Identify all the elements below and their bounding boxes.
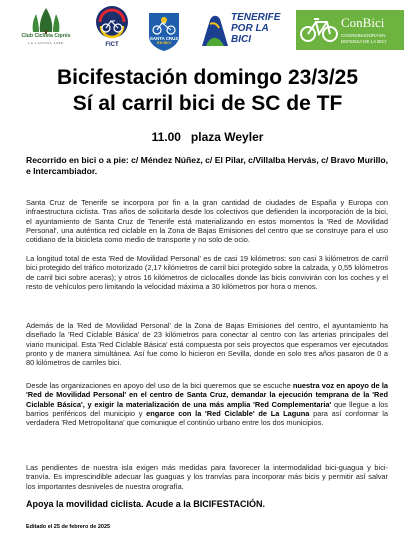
tenerife-line3: BICI	[231, 34, 251, 45]
paragraph-4-part-a: Desde las organizaciones en apoyo del uso de la bici queremos que se escuche	[26, 381, 293, 390]
cypress-tree-icon	[14, 6, 78, 52]
club-sub-text: LA LAGUNA 1988	[28, 41, 64, 45]
tenerife-por-la-bici-logo	[200, 8, 290, 54]
main-subtitle: Sí al carril bici de SC de TF	[72, 92, 343, 115]
paragraph-4-part-c: que llegue a los barrios periféricos del municipio y	[26, 399, 389, 418]
conbici-logo	[296, 10, 404, 50]
tenerife-line1: TENERIFE	[231, 12, 281, 23]
fict-emblem-icon	[94, 4, 130, 44]
club-name-text: Club Ciclista Ciprés	[21, 33, 71, 39]
tenerife-island-icon	[200, 10, 230, 50]
santa-cruz-sub-text: EN BICI	[157, 41, 171, 45]
conbici-title: ConBici	[341, 15, 385, 30]
santa-cruz-text: SANTA CRUZ	[149, 36, 179, 41]
club-ciclista-cipres-logo	[14, 6, 78, 52]
tenerife-line2: POR LA	[231, 23, 269, 34]
route-text: Recorrido en bici o a pie: c/ Méndez Núñez, c/ El Pilar, c/Villalba Hervás, c/ Bravo Murillo, e Intercambiador.	[26, 155, 388, 177]
paragraph-1: Santa Cruz de Tenerife se incorpora por fin a la gran cantidad de ciudades de España y Europa con infraestructura ciclista. Tras años de solicitarla desde los colectivos que defienden la incorporación de la bici, el ayuntamiento de Santa Cruz de Tenerife está materializando en estos momentos la 'Red de Movilidad Personal', una auténtica red ciclable en la Zona de Bajas Emisiones del centro que se construye para el uso cotidiano de la bicicleta como medio de transporte y no solo de ocio.	[26, 198, 388, 245]
santa-cruz-en-bici-logo	[146, 10, 182, 52]
fict-logo	[94, 4, 130, 54]
time-and-place: 11.00 plaza Weyler	[151, 130, 264, 144]
fict-text: FICT	[105, 42, 119, 48]
santa-cruz-shield-icon	[146, 10, 182, 52]
paragraph-4	[26, 381, 388, 428]
paragraph-4-part-b: nuestra voz en apoyo de la 'Red de Movilidad Personal' en el centro de Santa Cruz, demandar la ejecución temprana de la 'Red Ciclable Básica', y exigir la materialización de una más amplia 'Red Complementaria'	[26, 381, 389, 409]
logo-strip	[0, 2, 415, 60]
closing-call: Apoya la movilidad ciclista. Acude a la BICIFESTACIÓN.	[26, 499, 266, 509]
conbici-sub2: DEFENSA DE LA BICI	[341, 39, 387, 44]
paragraph-4-part-d: engarce con la 'Red Ciclable' de La Laguna	[146, 408, 310, 418]
bicycle-icon	[299, 16, 339, 44]
paragraph-2: La longitud total de esta 'Red de Movilidad Personal' es de casi 19 kilómetros: son casi 3 kilómetros de carril bici protegido del tráfico motorizado (2,17 kilómetros de carril bici protegido sobre la calzada, y 0,55 kilómetros de carril bici sobre aceras); y otros 16 kilómetros de ciclocalles donde las bicis convivirán con los coches y el resto de vehículos pero limitando la velocidad máxima a 30 kilómetros por hora o menos.	[26, 254, 388, 291]
conbici-sub1: COORDINADORA EN	[341, 33, 386, 38]
paragraph-5: Las pendientes de nuestra isla exigen más medidas para favorecer la intermodalidad bici-guagua y bici-tranvía. Es imprescindible adecuar las guaguas y los tranvías para incorporar más bicis y permitir así salvar los importantes desniveles de nuestra orografía.	[26, 463, 388, 491]
main-title: Bicifestación domingo 23/3/25	[56, 66, 359, 89]
paragraph-4-part-e: para así conformar la verdadera 'Red Metropolitana' que comunique el continúo urbano entre los dos municipios.	[26, 408, 388, 428]
paragraph-3: Además de la 'Red de Movilidad Personal' de la Zona de Bajas Emisiones del centro, el ayuntamiento ha diseñado la 'Red Ciclable Básica' de 23 kilómetros para conectar al centro con las arterias principales del viario municipal. Esta 'Red Ciclable Básica' está compuesta por seis proyectos que esperamos ver ejecutados pronto y de manera simultánea. Así fue como lo hicieron en Sevilla, donde en solo tres años pasaron de 0 a 80 kilómetros de carriles bici.	[26, 321, 388, 368]
edited-date: Editado el 25 de febrero de 2025	[26, 524, 111, 530]
